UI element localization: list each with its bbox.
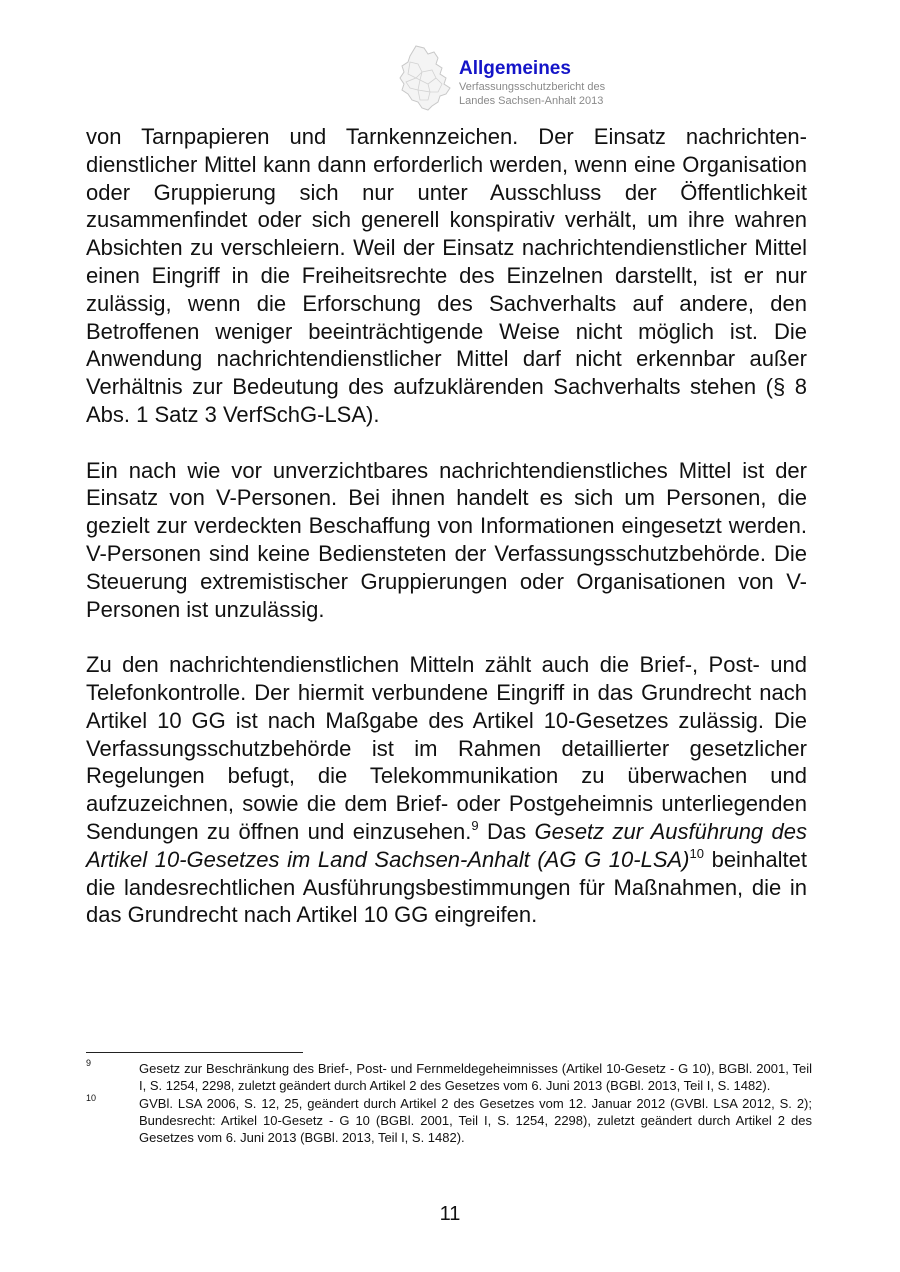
paragraph-2: Ein nach wie vor unverzichtbares nachrichtendienstliches Mittel ist der Einsatz von V-Personen. Bei ihnen handelt es sich um Personen, die gezielt zur verdeckten Beschaffung von Informationen eingesetzt werden. V-Personen sind keine Bediensteten der Verfassungsschutzbehörde. Die Steuerung extremistischer Gruppierungen oder Organisationen von V-Personen ist unzulässig. — [86, 457, 807, 622]
footnote-text: Gesetz zur Beschränkung des Brief-, Post- und Fernmeldegeheimnisses (Artikel 10-Gesetz - G 10), BGBl. 2001, Teil I, S. 1254, 2298, zuletzt geändert durch Artikel 2 des Gesetzes vom 6. Juni 2013 (BGBl. 2013, Teil I, S. 1482). — [139, 1061, 812, 1094]
footnote-10 — [86, 1092, 812, 1147]
footnotes — [86, 1060, 812, 1146]
paragraph-3 — [86, 651, 807, 929]
paragraph-3-text-b: Das — [478, 818, 535, 844]
page-header — [398, 44, 658, 114]
page-number: 11 — [439, 1203, 461, 1225]
law-title-italic: Gesetz zur Ausführung des Artikel 10-Gesetzes im Land Sachsen-Anhalt (AG G 10-LSA) — [86, 818, 807, 872]
paragraph-3-text-c: beinhaltet die landesrechtlichen Ausführungsbestimmungen für Maßnahmen, die in das Grundrecht nach Artikel 10 GG eingreifen. — [86, 846, 808, 928]
main-text — [86, 123, 807, 957]
header-subtitle-line2: Landes Sachsen-Anhalt 2013 — [459, 95, 604, 107]
footnote-separator — [86, 1052, 303, 1053]
footnote-text: GVBl. LSA 2006, S. 12, 25, geändert durch Artikel 2 des Gesetzes vom 12. Januar 2012 (GVBl. LSA 2012, S. 2); Bundesrecht: Artikel 10-Gesetz - G 10 (BGBl. 2001, Teil I, S. 1254, 2298), zuletzt geändert durch Artikel 2 des Gesetzes vom 6. Juni 2013 (BGBl. 2013, Teil I, S. 1482). — [139, 1095, 812, 1146]
footnote-number: 10 — [86, 1092, 97, 1103]
header-subtitle-line1: Verfassungsschutzbericht des — [459, 81, 606, 93]
paragraph-1: von Tarnpapieren und Tarnkennzeichen. Der Einsatz nachrichtendienstlicher Mittel kann dann erforderlich werden, wenn eine Organisation oder Gruppierung sich nur unter Ausschluss der Öffentlichkeit zusammenfindet oder sich generell konspirativ verhält, um ihre wahren Absichten zu verschleiern. Weil der Einsatz nachrichtendienstlicher Mittel einen Eingriff in die Freiheitsrechte des Einzelnen darstellt, ist er nur zulässig, wenn die Erforschung des Sachverhalts auf andere, den Betroffenen weniger beeinträchtigende Weise nicht möglich ist. Die Anwendung nachrichtendienstlicher Mittel darf nicht erkennbar außer Verhältnis zur Bedeutung des aufzuklärenden Sachverhalts stehen (§ 8 Abs. 1 Satz 3 VerfSchG-LSA). — [86, 124, 807, 427]
footnote-ref-10: 10 — [689, 845, 704, 861]
footnote-9 — [86, 1060, 812, 1095]
footnote-ref-9: 9 — [471, 817, 479, 833]
footnote-number: 9 — [86, 1058, 92, 1068]
header-title: Allgemeines — [459, 58, 571, 79]
sachsen-anhalt-map-icon — [398, 44, 456, 112]
header-text-block — [459, 58, 605, 108]
paragraph-3-text-a: Zu den nachrichtendienstlichen Mitteln zählt auch die Brief-, Post- und Telefonkontrolle. Der hiermit verbundene Eingriff in das Grundrecht nach Artikel 10 GG ist nach Maßgabe des Artikel 10-Gesetzes zulässig. Die Verfassungsschutzbehörde ist im Rahmen detaillierter gesetzlicher Regelungen befugt, die Telekommunikation zu überwachen und aufzuzeichnen, sowie die dem Brief- oder Postgeheimnis unterliegenden Sendungen zu öffnen und einzusehen. — [86, 652, 807, 844]
